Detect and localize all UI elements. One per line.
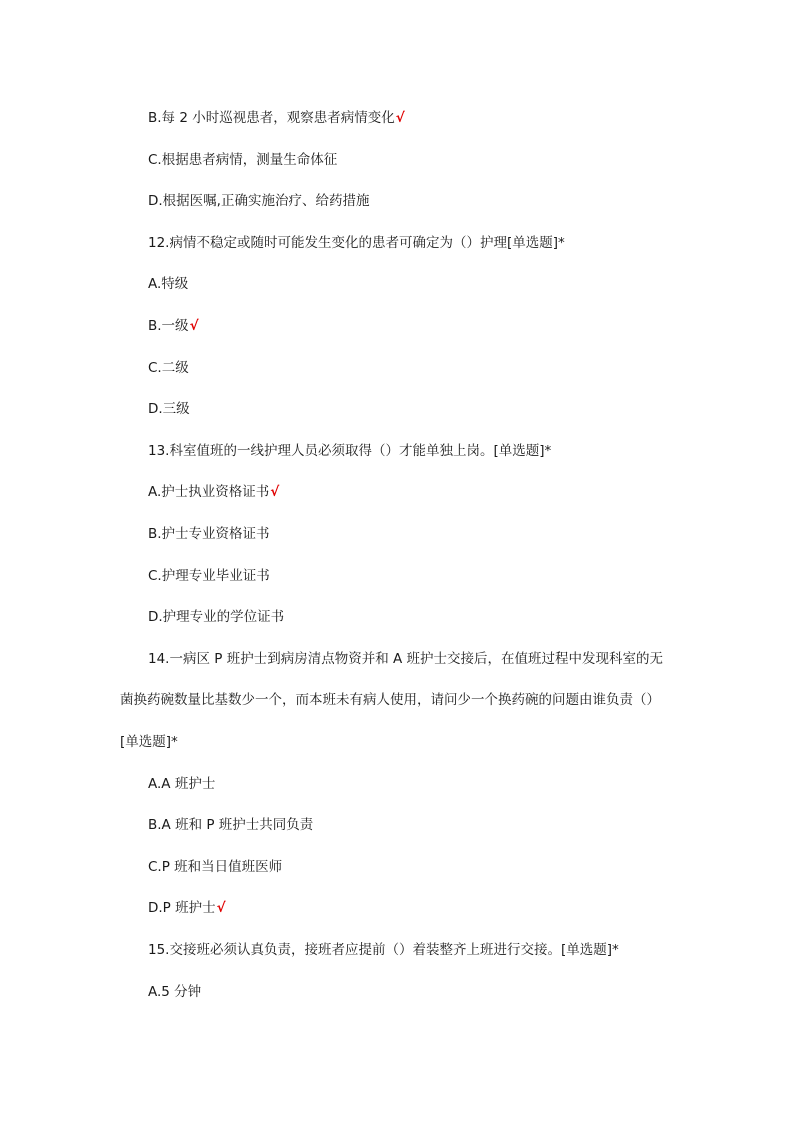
option-13a xyxy=(148,482,279,502)
option-11b xyxy=(148,108,405,128)
correct-check-icon: √ xyxy=(216,900,226,916)
option-text: D.护理专业的学位证书 xyxy=(148,609,285,625)
option-11c xyxy=(148,150,337,170)
question-14-line-1 xyxy=(148,649,663,669)
option-13d xyxy=(148,607,284,627)
question-text: 14.一病区 P 班护士到病房清点物资并和 A 班护士交接后，在值班过程中发现科室的无 xyxy=(148,651,664,667)
option-11d xyxy=(148,191,369,211)
option-text: C.护理专业毕业证书 xyxy=(148,568,270,584)
option-text: B.每 2 小时巡视患者，观察患者病情变化 xyxy=(148,110,395,126)
question-text: 菌换药碗数量比基数少一个，而本班未有病人使用，请问少一个换药碗的问题由谁负责（） xyxy=(120,692,660,708)
correct-check-icon: √ xyxy=(189,318,199,334)
question-text: [单选题]* xyxy=(120,734,178,750)
option-text: C.根据患者病情，测量生命体征 xyxy=(148,152,338,168)
question-text: 12.病情不稳定或随时可能发生变化的患者可确定为（）护理[单选题]* xyxy=(148,235,565,251)
question-12 xyxy=(148,233,565,253)
option-text: A.5 分钟 xyxy=(148,984,202,1000)
option-14d xyxy=(148,898,226,918)
option-text: C.P 班和当日值班医师 xyxy=(148,859,283,875)
question-14-line-2 xyxy=(120,690,660,710)
option-14a xyxy=(148,774,215,794)
option-text: B.一级 xyxy=(148,318,189,334)
option-text: D.根据医嘱,正确实施治疗、给药措施 xyxy=(148,193,370,209)
option-14b xyxy=(148,815,313,835)
option-text: C.二级 xyxy=(148,360,189,376)
option-12b xyxy=(148,316,199,336)
option-text: B.A 班和 P 班护士共同负责 xyxy=(148,817,314,833)
option-13b xyxy=(148,524,270,544)
question-14-line-3 xyxy=(120,732,178,752)
option-12a xyxy=(148,274,188,294)
option-text: D.P 班护士 xyxy=(148,900,216,916)
option-text: A.A 班护士 xyxy=(148,776,216,792)
option-text: A.特级 xyxy=(148,276,189,292)
question-13 xyxy=(148,441,551,461)
question-15 xyxy=(148,940,619,960)
option-15a xyxy=(148,982,201,1002)
correct-check-icon: √ xyxy=(395,110,405,126)
option-12c xyxy=(148,358,189,378)
option-12d xyxy=(148,399,190,419)
correct-check-icon: √ xyxy=(270,484,280,500)
option-14c xyxy=(148,857,282,877)
option-text: B.护士专业资格证书 xyxy=(148,526,270,542)
question-text: 15.交接班必须认真负责，接班者应提前（）着装整齐上班进行交接。[单选题]* xyxy=(148,942,619,958)
option-text: D.三级 xyxy=(148,401,190,417)
option-13c xyxy=(148,566,270,586)
option-text: A.护士执业资格证书 xyxy=(148,484,270,500)
question-text: 13.科室值班的一线护理人员必须取得（）才能单独上岗。[单选题]* xyxy=(148,443,552,459)
